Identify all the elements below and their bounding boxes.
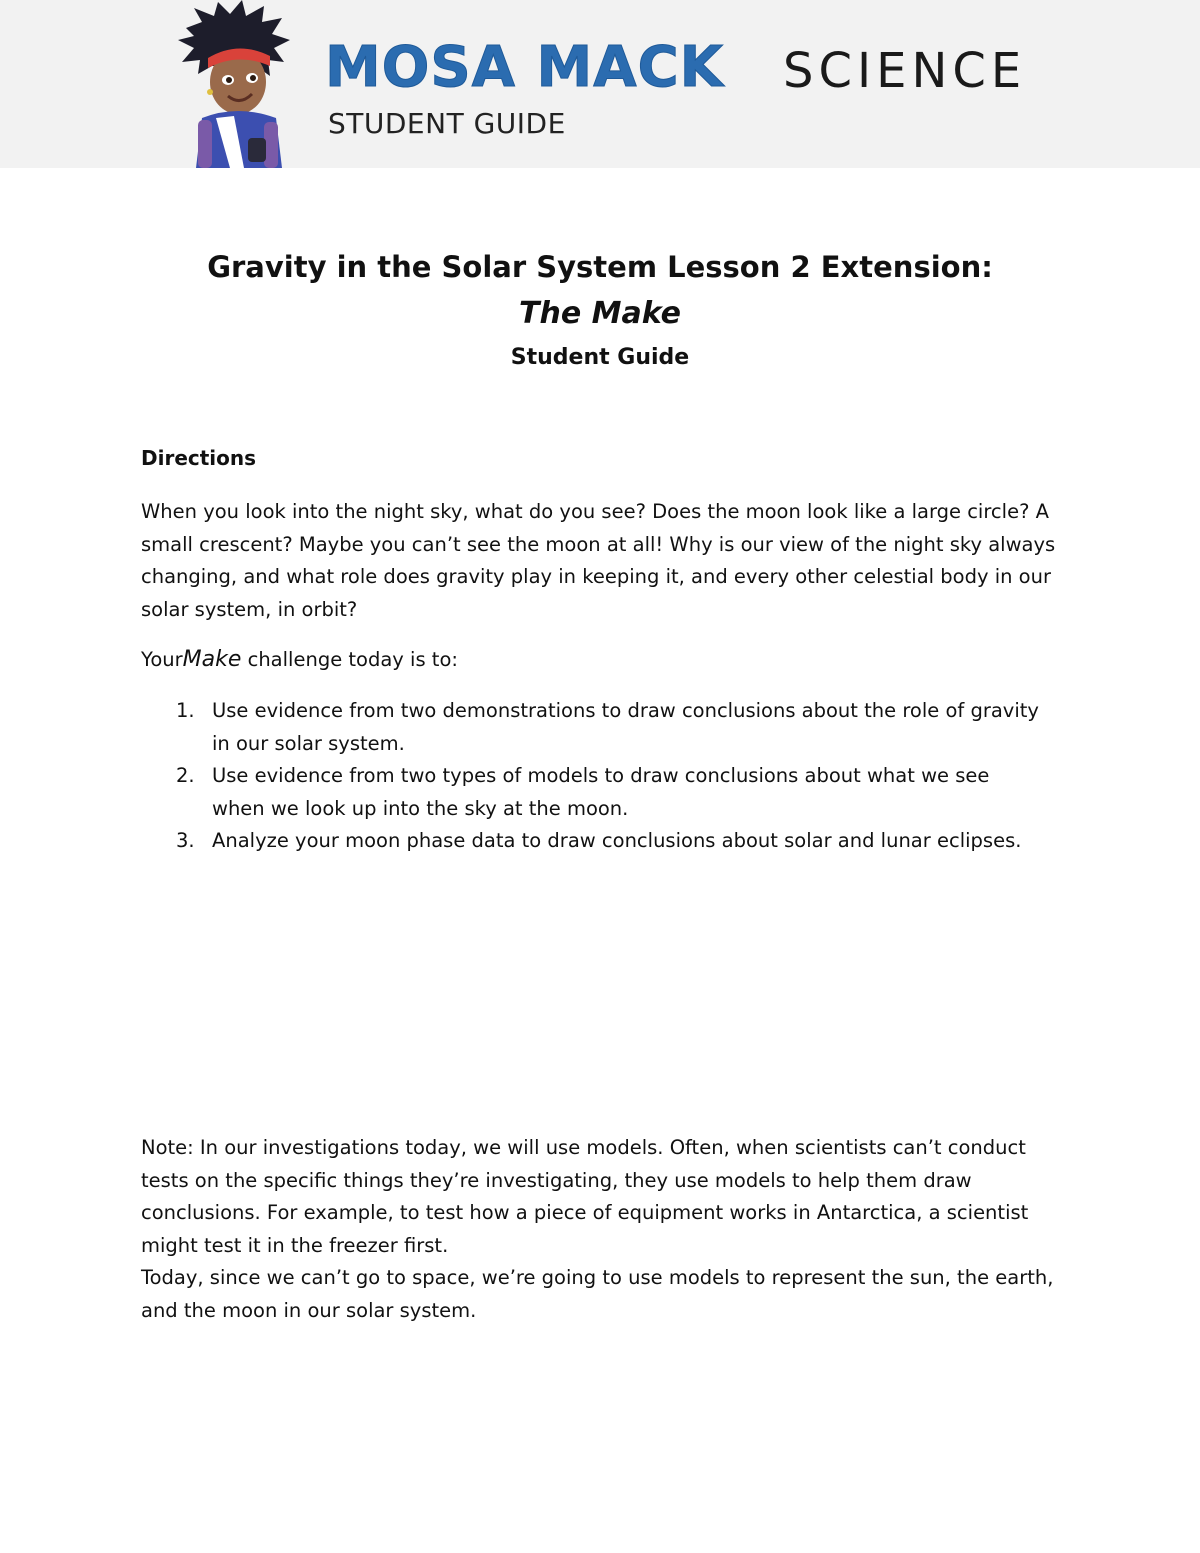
task-list — [141, 695, 1041, 858]
list-item-text: Use evidence from two types of models to draw conclusions about what we see when we look up into the sky at the moon. — [212, 764, 990, 820]
list-item-text: Analyze your moon phase data to draw conclusions about solar and lunar eclipses. — [212, 829, 1022, 852]
page-subtitle: The Make — [519, 296, 681, 331]
list-number: 2. — [176, 764, 195, 787]
list-item — [141, 695, 1041, 760]
challenge-make: Make — [182, 647, 242, 672]
page-title: Gravity in the Solar System Lesson 2 Extension: — [207, 250, 993, 284]
list-number: 3. — [176, 829, 195, 852]
header-banner — [0, 0, 1200, 168]
page-subtitle-guide: Student Guide — [510, 345, 690, 370]
guide-label: STUDENT GUIDE — [328, 107, 566, 140]
note-paragraph: Note: In our investigations today, we will use models. Often, when scientists can’t conduct tests on the specific things they’re investigating, they use models to help them draw conclusions. For example, to test how a piece of equipment works in Antarctica, a scientist might test it in the freezer first. — [141, 1136, 1029, 1257]
list-item — [141, 760, 1041, 825]
directions-heading: Directions — [141, 446, 257, 470]
list-item — [141, 825, 1041, 858]
brand-suffix: SCIENCE — [783, 43, 1027, 99]
brand-name: MOSA MACK — [325, 35, 725, 100]
student-mascot-icon — [172, 0, 296, 168]
challenge-prefix: Your — [141, 648, 183, 671]
today-paragraph: Today, since we can’t go to space, we’re going to use models to represent the sun, the earth, and the moon in our solar system. — [141, 1266, 1054, 1322]
challenge-suffix: challenge today is to: — [247, 648, 458, 671]
challenge-line — [141, 644, 1056, 677]
intro-paragraph: When you look into the night sky, what do you see? Does the moon look like a large circle? A small crescent? Maybe you can’t see the moon at all! Why is our view of the night sky always changing, and what role does gravity play in keeping it, and every other celestial body in our solar system, in orbit? — [141, 500, 1056, 621]
list-number: 1. — [176, 699, 195, 722]
list-item-text: Use evidence from two demonstrations to draw conclusions about the role of gravity in our solar system. — [212, 699, 1039, 755]
